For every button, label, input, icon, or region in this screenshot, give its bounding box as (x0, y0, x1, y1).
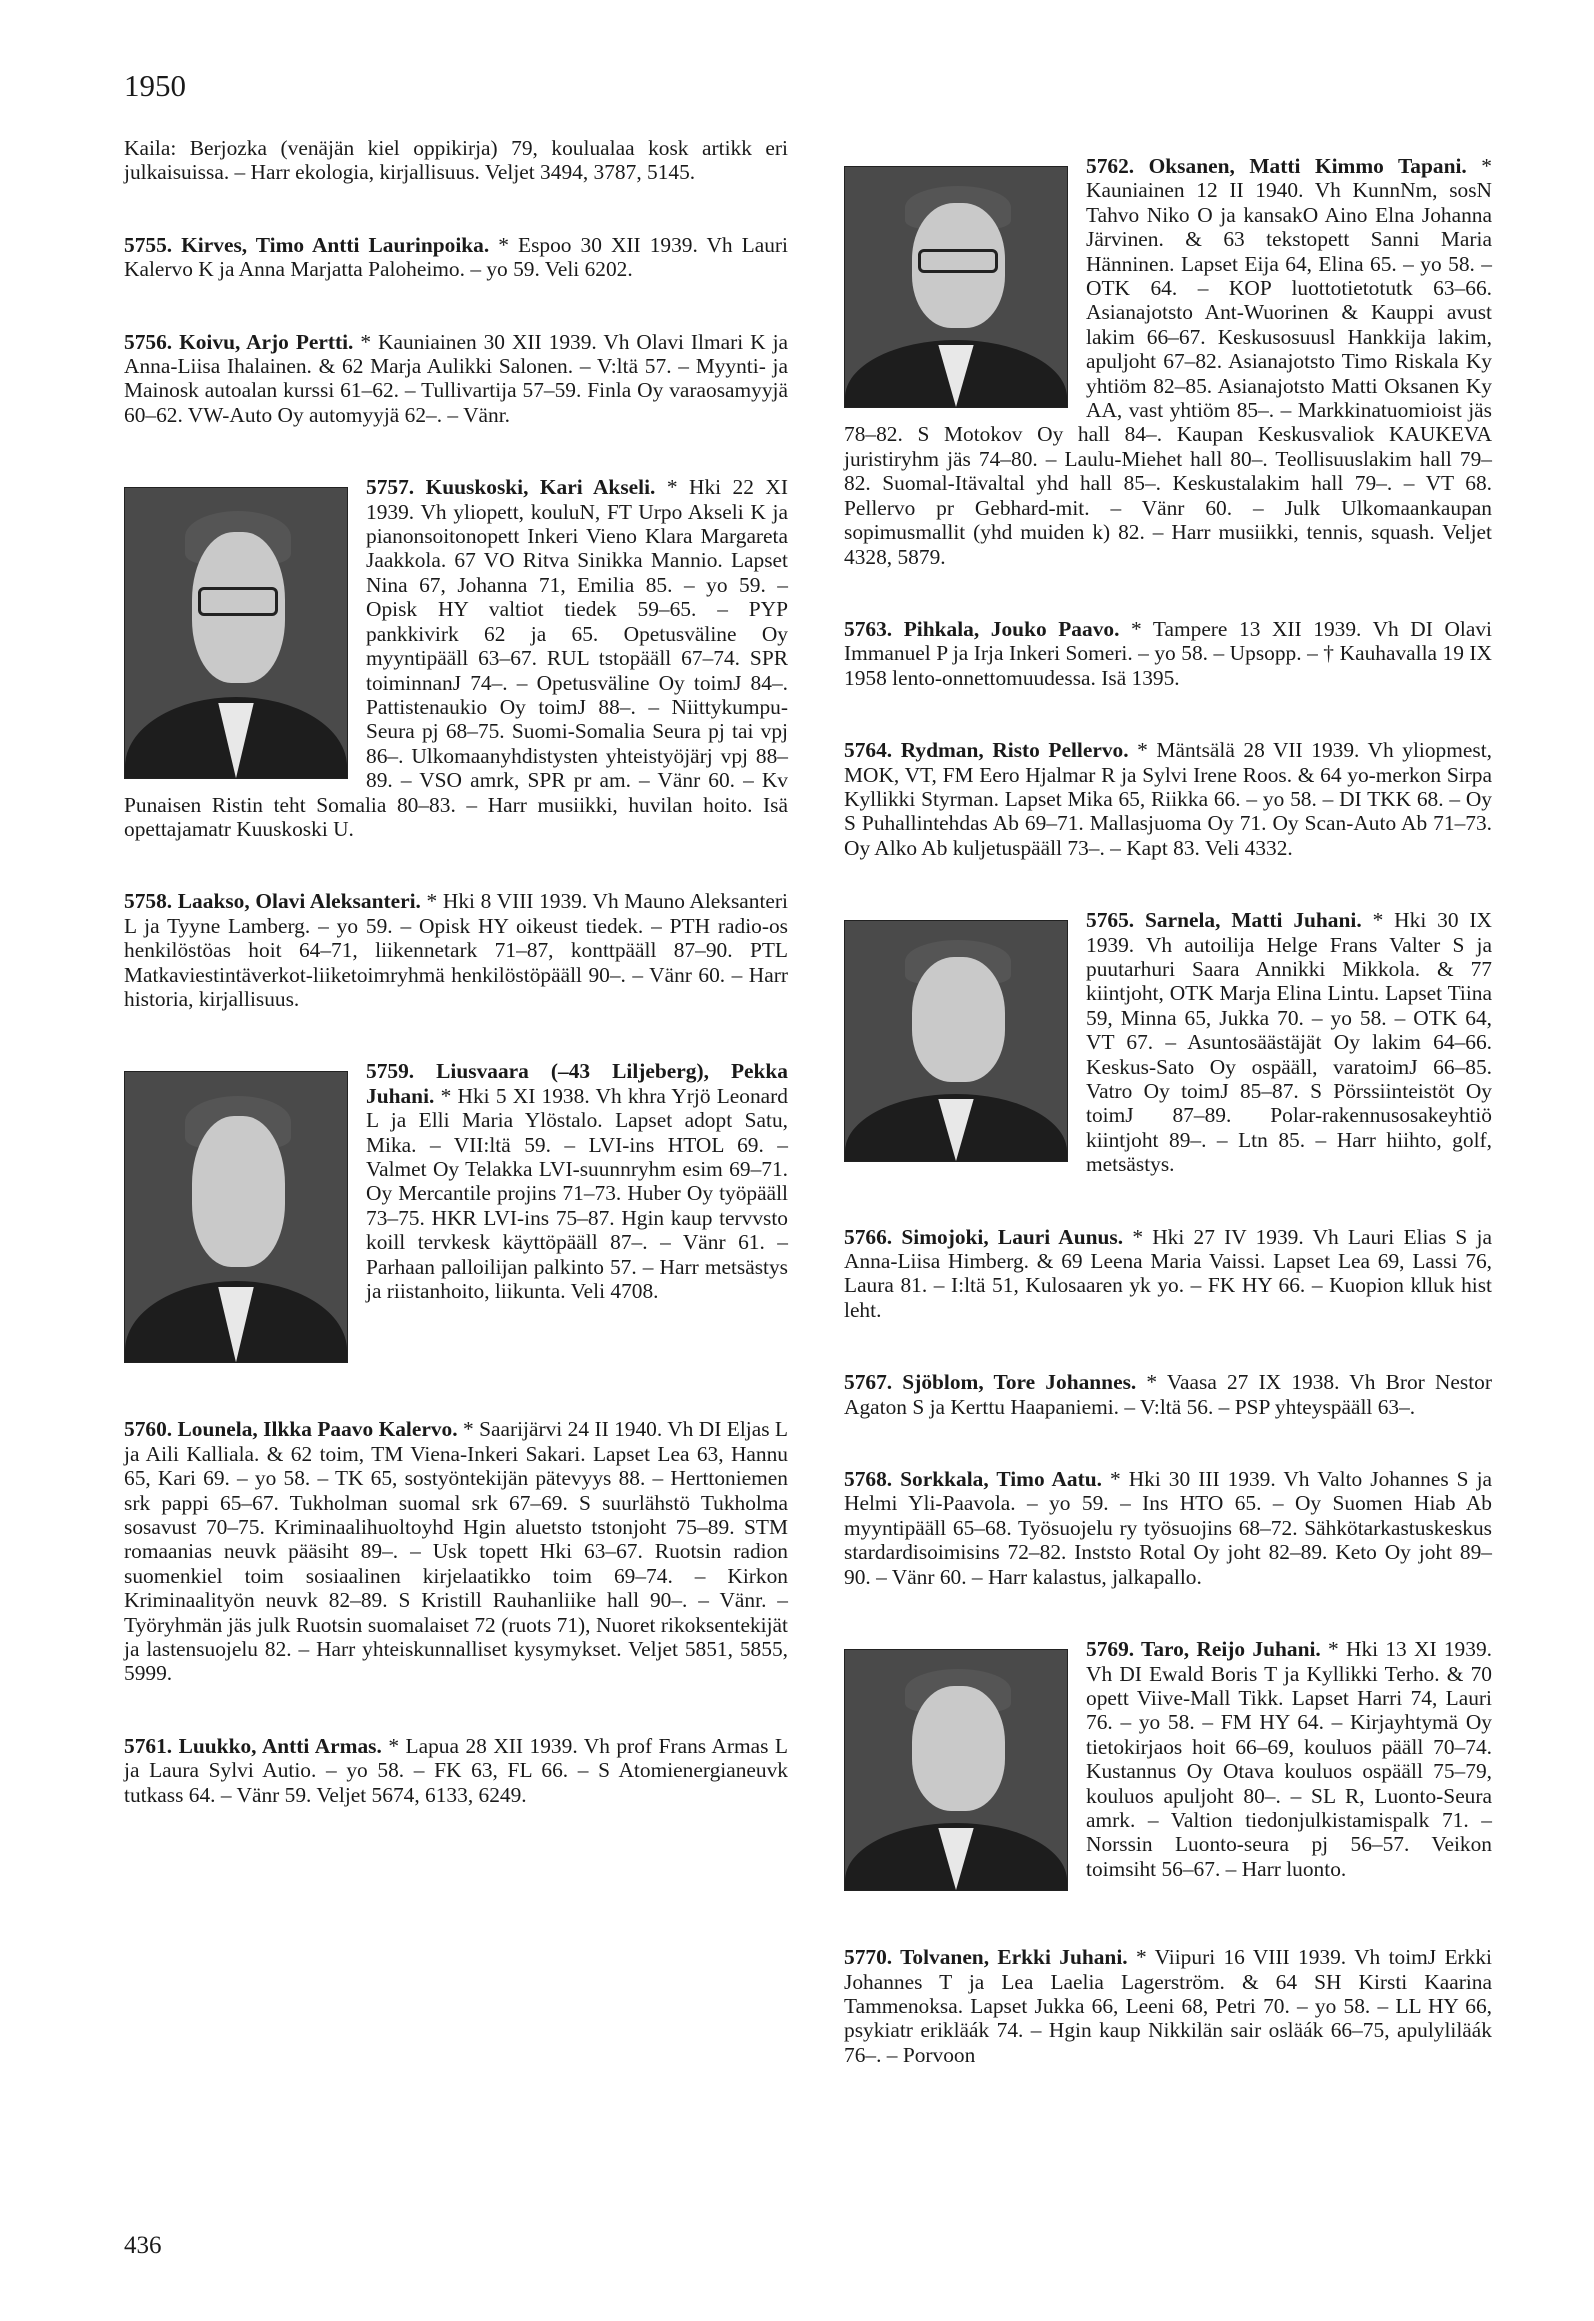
entry-text (844, 1467, 1492, 1589)
biography-entry (844, 1225, 1492, 1323)
entry-body: * Saarijärvi 24 II 1940. Vh DI Eljas L ja Aili Kalliala. & 62 toim, TM Viena-Inkeri Sakari. Lapset Lea 63, Hannu 65, Kari 69. – yo 58. – TK 65, sostyöntekijän pätevyys 88. – Herttoniemen srk pappi 65–67. Tukholman suomal srk 67–69. S suurlähstö Tukholma sosavust 70–75. Kriminaalihuoltoyhd Hgin aluetsto tstonjoht 75–89. STM romaanias neuvk pääsiht 89–. – Usk topett Hki 63–67. Ruotsin radion suomenkiel toim sosiaalinen kirjelaatikko toim 69–74. – Kirkon Kriminaalityön neuvk 82–89. S Kristill Rauhanliike hall 90–. – Vänr. – Työryhmän jäs julk Ruotsin suomalaiset 72 (ruots 71), Nuoret rikoksentekijät ja lastensuojelu 82. – Harr yhteiskunnalliset kysymykset. Veljet 5851, 5855, 5999. (124, 1417, 788, 1686)
entry-name: 5755. Kirves, Timo Antti Laurinpoika. (124, 232, 490, 257)
entry-body: * Kauniainen 30 XII 1939. Vh Olavi Ilmari K ja Anna-Liisa Ihalainen. & 62 Marja Aulikki Salonen. – V:ltä 57. – Myynti- ja Mainosk autoalan kurssi 61–62. – Tullivartija 57–59. Finla Oy varaosamyyjä 60–62. VW-Auto Oy automyyjä 62–. – Vänr. (124, 329, 789, 427)
entry-body: * Espoo 30 XII 1939. Vh Lauri Kalervo K ja Anna Marjatta Paloheimo. – yo 59. Veli 6202. (124, 232, 788, 282)
biography-entry (844, 1945, 1492, 2067)
portrait-photo (124, 487, 348, 779)
entry-body: * Hki 30 IX 1939. Vh autoilija Helge Frans Valter S ja puutarhuri Saara Annikki Mikkola. & 77 kiintjoht, OTK Marja Elina Lintu. Lapset Tiina 59, Minna 65, Jukka 70. – yo 58. – OTK 64, VT 67. – Asuntosäästäjät Oy lakim 64–66. Keskus-Sato Oy ospääll, varatoimJ 66–85. Vatro Oy toimJ 85–87. S Pörssiinteistöt Oy toimJ 87–89. Polar-rakennusosakeyhtiö kiintjoht 89–. – Ltn 85. – Harr hiihto, golf, metsästys. (1086, 908, 1492, 1177)
entry-name: 5766. Simojoki, Lauri Aunus. (844, 1224, 1124, 1249)
entry-name: 5757. Kuuskoski, Kari Akseli. (366, 475, 656, 500)
entry-text (844, 617, 1492, 690)
entry-text (844, 1370, 1492, 1419)
entry-name: 5762. Oksanen, Matti Kimmo Tapani. (1086, 154, 1467, 178)
biography-entry (124, 1734, 788, 1807)
entry-name: 5759. Liusvaara (–43 Liljeberg), Pekka Juhani. (366, 1059, 788, 1108)
biography-entry (124, 1059, 788, 1369)
entry-name: 5767. Sjöblom, Tore Johannes. (844, 1370, 1137, 1395)
portrait-photo (844, 1649, 1068, 1891)
portrait-photo (124, 1071, 348, 1363)
entry-text (844, 1945, 1492, 2067)
page-year-header: 1950 (124, 68, 186, 103)
entry-name: 5768. Sorkkala, Timo Aatu. (844, 1467, 1102, 1492)
left-column (124, 136, 788, 1855)
biography-entry (124, 1417, 788, 1685)
entry-body: * Hki 27 IV 1939. Vh Lauri Elias S ja Anna-Liisa Himberg. & 69 Leena Maria Vaissi. Lapset Lea 69, Lassi 76, Laura 81. – I:ltä 51, Kulosaaren yk yo. – FK HY 66. – Kuopion klluk hist leht. (844, 1224, 1492, 1322)
entry-body: * Hki 5 XI 1938. Vh khra Yrjö Leonard L ja Elli Maria Ylöstalo. Lapset adopt Satu, Mika. – VII:ltä 59. – LVI-ins HTOL 69. – Valmet Oy Telakka LVI-suunnryhm esim 69–71. Oy Mercantile projins 71–73. Huber Oy työpääll 73–75. HKR LVI-ins 75–87. Hgin kaup tervvsto koill tervkesk käyttöpääll 87–. – Vänr 61. – Parhaan palloilijan palkinto 57. – Harr metsästys ja riistanhoito, liikunta. Veli 4708. (366, 1083, 788, 1304)
biography-entry (844, 154, 1492, 569)
entry-text (124, 1417, 788, 1685)
biography-entry (124, 136, 788, 185)
page-number: 436 (124, 2232, 162, 2259)
entry-body: * Hki 22 XI 1939. Vh yliopett, kouluN, FT Urpo Akseli K ja pianonsoitonopett Inkeri Vieno Klara Margareta Jaakkola. 67 VO Ritva Sinikka Mannio. Lapset Nina 67, Johanna 71, Emilia 85. – yo 59. – Opisk HY valtiot tiedek 59–65. – PYP pankkivirk 62 ja 65. Opetusväline Oy myyntipääll 63–67. RUL tstopääll 67–74. SPR toiminnanJ 74–. – Opetusväline Oy toimJ 84–. Pattistenaukio Oy toimJ 88–. – Niittykumpu-Seura pj 68–75. Suomi-Somalia Seura pj tai vpj 86–. Ulkomaanyhdistysten yhteistyöjärj vpj 88–89. – VSO amrk, SPR pr am. – Vänr 60. – Kv Punaisen Ristin teht Somalia 80–83. – Harr musiikki, huvilan hoito. Isä opettajamatr Kuuskoski U. (124, 475, 788, 841)
biography-entry (124, 889, 788, 1011)
entry-name: 5763. Pihkala, Jouko Paavo. (844, 616, 1120, 641)
biography-entry (844, 617, 1492, 690)
entry-name: 5770. Tolvanen, Erkki Juhani. (844, 1945, 1128, 1970)
right-column (844, 154, 1492, 2115)
portrait-photo (844, 920, 1068, 1162)
entry-text (124, 889, 788, 1011)
entry-name: 5764. Rydman, Risto Pellervo. (844, 738, 1129, 763)
biography-entry (844, 908, 1492, 1176)
biography-entry (124, 475, 788, 841)
entry-body: Kaila: Berjozka (venäjän kiel oppikirja) 79, koulualaa kosk artikk eri julkaisuissa. – Harr ekologia, kirjallisuus. Veljet 3494, 3787, 5145. (124, 136, 788, 185)
entry-name: 5758. Laakso, Olavi Aleksanteri. (124, 889, 421, 914)
entry-body: * Tampere 13 XII 1939. Vh DI Olavi Immanuel P ja Irja Inkeri Someri. – yo 58. – Upsopp. – † Kauhavalla 19 IX 1958 lento-onnettomuudessa. Isä 1395. (844, 616, 1492, 690)
entry-body: * Lapua 28 XII 1939. Vh prof Frans Armas L ja Laura Sylvi Autio. – yo 58. – FK 63, FL 66. – S Atomienergianeuvk tutkass 64. – Vänr 59. Veljet 5674, 6133, 6249. (124, 1733, 789, 1807)
entry-name: 5756. Koivu, Arjo Pertti. (124, 329, 354, 354)
biography-entry (844, 738, 1492, 860)
entry-body: * Vaasa 27 IX 1938. Vh Bror Nestor Agaton S ja Kerttu Haapaniemi. – V:ltä 56. – PSP yhteyspääll 63–. (844, 1370, 1492, 1419)
entry-text (844, 1225, 1492, 1323)
entry-text (844, 738, 1492, 860)
biography-entry (844, 1370, 1492, 1419)
entry-name: 5769. Taro, Reijo Juhani. (1086, 1637, 1321, 1662)
entry-text (124, 136, 788, 185)
biography-entry (844, 1467, 1492, 1589)
entry-name: 5765. Sarnela, Matti Juhani. (1086, 908, 1362, 933)
entry-body: * Hki 13 XI 1939. Vh DI Ewald Boris T ja Kyllikki Terho. & 70 opett Viive-Mall Tikk. Lapset Harri 74, Lauri 76. – yo 58. – FM HY 64. – Kirjayhtymä Oy tietokirjaos hoit 66–69, kouluos pääll 70–74. Kustannus Oy Otava kouluos ospääll 75–79, kouluos apuljoht 80–. – SL R, Luonto-Seura amrk. – Valtion tiedonjulkistamispalk 71. – Norssin Luonto-seura pj 56–57. Veikon toimsiht 56–67. – Harr luonto. (1086, 1637, 1492, 1881)
portrait-photo (844, 166, 1068, 408)
entry-body: * Hki 30 III 1939. Vh Valto Johannes S ja Helmi Yli-Paavola. – yo 59. – Ins HTO 65. – Oy Suomen Hiab Ab myyntipääll 65–68. Työsuojelu ry työsuojins 68–72. Sähkötarkastuskeskus stardardisoimisins 72–82. Inststo Rotal Oy joht 82–89. Keto Oy joht 89–90. – Vänr 60. – Harr kalastus, jalkapallo. (844, 1467, 1493, 1589)
entry-text (124, 233, 788, 282)
entry-name: 5761. Luukko, Antti Armas. (124, 1733, 382, 1758)
entry-text (124, 1734, 788, 1807)
entry-body: * Kauniainen 12 II 1940. Vh KunnNm, sosN Tahvo Niko O ja kansakO Aino Elna Johanna Järvinen. & 63 tekstopett Sanni Maria Hänninen. Lapset Eija 64, Elina 65. – yo 58. – OTK 64. – KOP luottotietotutk 63–66. Asianajotsto Ant-Wuorinen & Kauppi avust lakim 66–67. Keskusosuusl Hankkija lakim, apuljoht 67–82. Asianajotsto Timo Riskala Ky yhtiöm 82–85. Asianajotsto Matti Oksanen Ky AA, vast yhtiöm 85–. – Markkinatuomioist jäs 78–82. S Motokov Oy hall 84–. Kaupan Keskusvaliok KAUKEVA juristiryhm jäs 74–80. – Laulu-Miehet hall 80–. Teollisuuslakim hall 79–82. Suomal-Itävaltal yhd hall 85–. Keskustalakim hall 79–. – VT 68. Pellervo pr Gebhard-mit. – Vänr 60. – Julk Ulkomaankaupan sopimusmallit (yhd muiden k) 82. – Harr musiikki, tennis, squash. Veljet 4328, 5879. (844, 154, 1492, 569)
entry-body: * Hki 8 VIII 1939. Vh Mauno Aleksanteri L ja Tyyne Lamberg. – yo 59. – Opisk HY oikeust tiedek. – PTH radio-os henkilöstöas hoit 64–71, liikennetark 71–87, konttpääll 87–90. PTL Matkaviestintäverkot-liiketoimryhmä henkilöstöpääll 90–. – Vänr 60. – Harr historia, kirjallisuus. (124, 889, 788, 1011)
biography-entry (124, 330, 788, 428)
entry-body: * Mäntsälä 28 VII 1939. Vh yliopmest, MOK, VT, FM Eero Hjalmar R ja Sylvi Irene Roos. & 64 yo-merkon Sirpa Kyllikki Styrman. Lapset Mika 65, Riikka 66. – yo 58. – DI TKK 68. – Oy S Puhallintehdas Ab 69–71. Mallasjuoma Oy 71. Oy Scan-Auto Ab 71–73. Oy Alko Ab kuljetuspääll 73–. – Kapt 83. Veli 4332. (844, 738, 1492, 860)
entry-text (124, 330, 788, 428)
biography-entry (124, 233, 788, 282)
entry-body: * Viipuri 16 VIII 1939. Vh toimJ Erkki Johannes T ja Lea Laelia Lagerström. & 64 SH Kirsti Kaarina Tammenoksa. Lapset Jukka 66, Leeni 68, Petri 70. – yo 58. – LL HY 66, psykiatr erikläák 74. – Hgin kaup Nikkilän sair osläák 66–75, apulyliläák 76–. – Porvoon (844, 1945, 1492, 2067)
entry-name: 5760. Lounela, Ilkka Paavo Kalervo. (124, 1417, 458, 1442)
biography-entry (844, 1637, 1492, 1897)
